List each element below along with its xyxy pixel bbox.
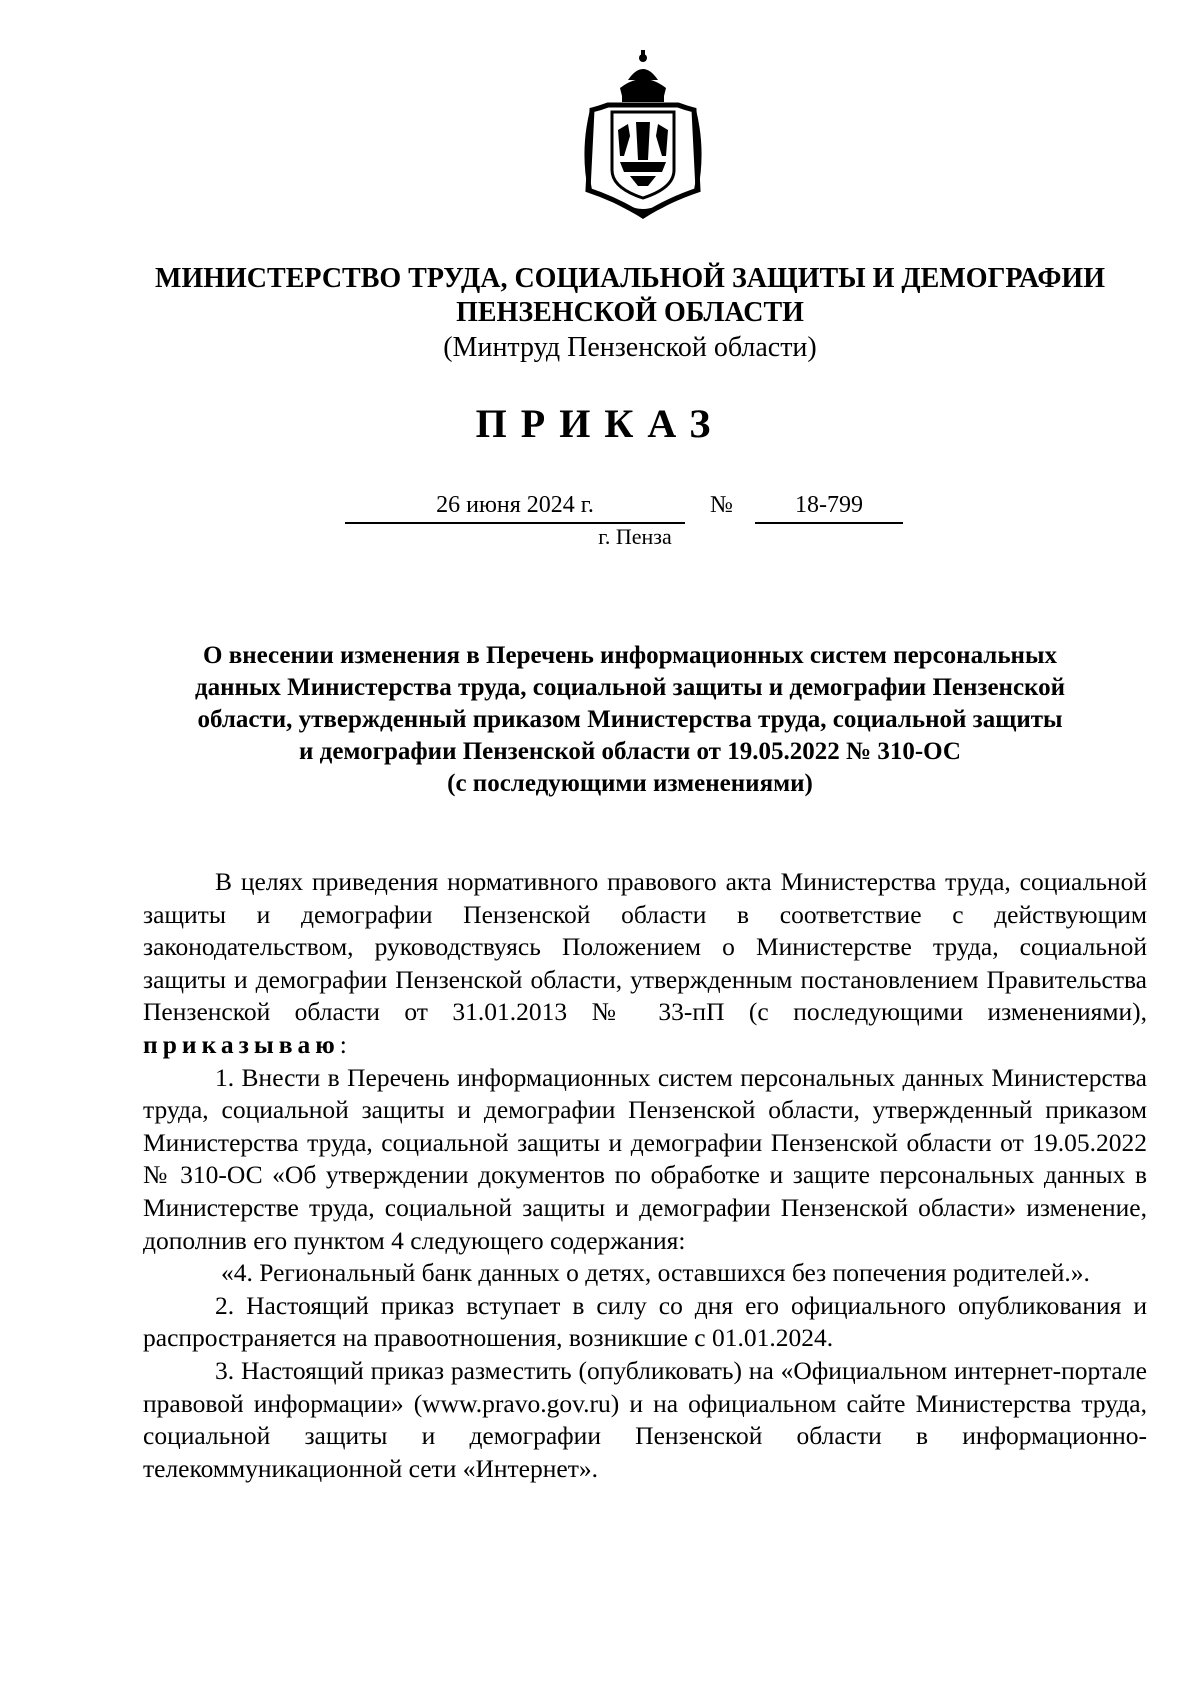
ministry-short-name: (Минтруд Пензенской области) bbox=[443, 332, 817, 363]
preamble-text: В целях приведения нормативного правового акта Министерства труда, социальной защиты и демографии Пензенской области в соответствие с действующим законодательством, руководствуясь Положением о Министерстве труда, социальной защиты и демографии Пензенской области, утвержденным постановлением Правительства Пензенской области от 31.01.2013 № 33-пП (с последующими изменениями), bbox=[143, 867, 1147, 1027]
subject-line: данных Министерства труда, социальной защиты и демографии Пензенской bbox=[194, 674, 1066, 701]
subject-line: (с последующими изменениями) bbox=[447, 770, 813, 797]
document-city: г. Пенза bbox=[598, 524, 672, 549]
document-subject bbox=[130, 640, 1130, 800]
item-3: 3. Настоящий приказ разместить (опубликовать) на «Официальном интернет-портале правовой информации» (www.pravo.gov.ru) и на официальном сайте Министерства труда, социальной защиты и демографии Пензенской области в информационно-телекоммуникационной сети «Интернет». bbox=[143, 1355, 1147, 1483]
ministry-name-line2: ПЕНЗЕНСКОЙ ОБЛАСТИ bbox=[456, 297, 804, 328]
preamble-paragraph bbox=[143, 866, 1147, 1062]
document-type-title: ПРИКАЗ bbox=[475, 401, 725, 446]
document-body bbox=[143, 866, 1147, 1485]
coat-of-arms-icon bbox=[578, 50, 708, 220]
item-1: 1. Внести в Перечень информационных систем персональных данных Министерства труда, социальной защиты и демографии Пензенской области, утвержденный приказом Министерства труда, социальной защиты и демографии Пензенской области от 19.05.2022 № 310-ОС «Об утверждении документов по обработке и защите персональных данных в Министерстве труда, социальной защиты и демографии Пензенской области» изменение, дополнив его пунктом 4 следующего содержания: bbox=[143, 1062, 1147, 1255]
preamble-colon: : bbox=[339, 1029, 347, 1059]
item-2: 2. Настоящий приказ вступает в силу со дня его официального опубликования и распространяется на правоотношения, возникшие с 01.01.2024. bbox=[143, 1290, 1147, 1353]
order-verb: приказываю bbox=[143, 1029, 340, 1059]
item-1-quote: «4. Региональный банк данных о детях, оставшихся без попечения родителей.». bbox=[221, 1258, 1090, 1288]
document-number: 18-799 bbox=[755, 490, 903, 524]
subject-line: О внесении изменения в Перечень информационных систем персональных bbox=[203, 642, 1057, 669]
number-sign: № bbox=[710, 492, 733, 518]
ministry-heading bbox=[100, 262, 1160, 366]
ministry-name-line1: МИНИСТЕРСТВО ТРУДА, СОЦИАЛЬНОЙ ЗАЩИТЫ И ДЕМОГРАФИИ bbox=[155, 263, 1105, 294]
document-date: 26 июня 2024 г. bbox=[345, 490, 685, 524]
subject-line: и демографии Пензенской области от 19.05.2022 № 310-ОС bbox=[299, 738, 961, 765]
subject-line: области, утвержденный приказом Министерства труда, социальной защиты bbox=[197, 706, 1063, 733]
